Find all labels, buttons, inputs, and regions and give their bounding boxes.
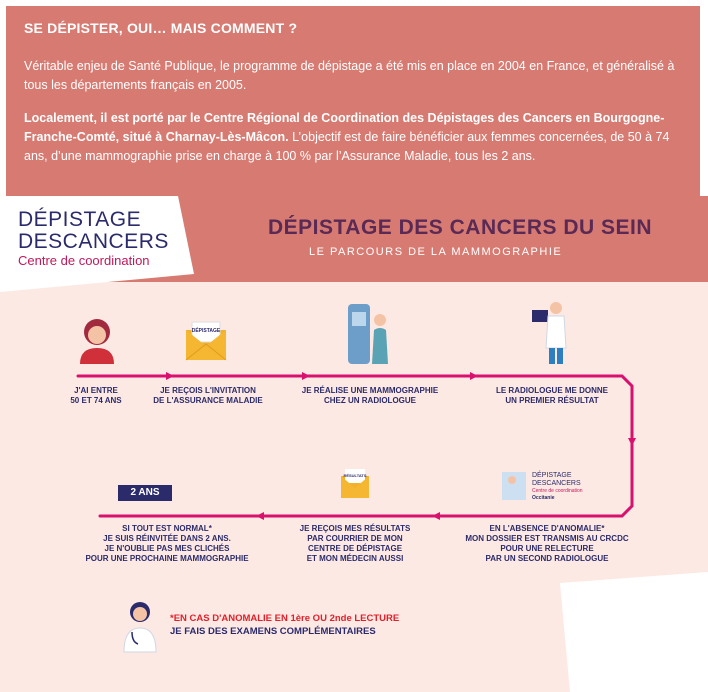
crcdc-line2: DESCANCERS <box>532 480 581 487</box>
step-1-label: J'AI ENTRE 50 ET 74 ANS <box>70 386 122 405</box>
step-7-label: SI TOUT EST NORMAL* JE SUIS RÉINVITÉE DANS 2 ANS. JE N'OUBLIE PAS MES CLICHÉS POUR UNE PROCHAINE MAMMOGRAPHIE <box>85 524 249 563</box>
arrow-1 <box>166 372 174 380</box>
crcdc-line4: Occitanie <box>532 495 555 501</box>
infographic-title: DÉPISTAGE DES CANCERS DU SEIN <box>268 216 652 239</box>
arrow-2 <box>302 372 310 380</box>
logo-line2: DESCANCERS <box>18 230 169 253</box>
intro-panel <box>6 6 700 196</box>
envelope-icon <box>184 320 228 362</box>
two-years-tag: 2 ANS <box>118 485 172 501</box>
arrow-5 <box>432 512 440 520</box>
infographic-subtitle: LE PARCOURS DE LA MAMMOGRAPHIE <box>309 246 563 258</box>
logo-line1: DÉPISTAGE <box>18 208 142 231</box>
envelope-label: DÉPISTAGE <box>191 328 221 334</box>
intro-paragraph-1: Véritable enjeu de Santé Publique, le programme de dépistage a été mis en place en 2004 en France, et généralisé à tous les départements français en 2005. <box>24 59 675 92</box>
step-3-label: JE RÉALISE UNE MAMMOGRAPHIE CHEZ UN RADIOLOGUE <box>301 386 439 405</box>
corner-shape <box>560 572 708 692</box>
arrow-6 <box>256 512 264 520</box>
step-5-label: EN L'ABSENCE D'ANOMALIE* MON DOSSIER EST TRANSMIS AU CRCDC POUR UNE RELECTURE PAR UN SECOND RADIOLOGUE <box>465 524 629 563</box>
step-2-label: JE REÇOIS L'INVITATION DE L'ASSURANCE MALADIE <box>153 386 263 405</box>
doctor-icon <box>118 600 162 652</box>
radiologist-icon <box>530 300 570 366</box>
crcdc-line1: DÉPISTAGE <box>532 472 572 479</box>
anomaly-note-red: *EN CAS D'ANOMALIE EN 1ère OU 2nde LECTURE <box>170 613 400 624</box>
intro-paragraph-2-bold: Localement, il est porté par le Centre Régional de Coordination des Dépistages des Cancers en Bourgogne-Franche-Comté, situé à Charnay-Lès-Mâcon. <box>24 111 665 144</box>
mammography-machine-icon <box>344 300 392 366</box>
woman-icon <box>74 318 120 364</box>
intro-paragraph-2 <box>24 109 682 166</box>
logo <box>0 196 210 282</box>
arrow-4 <box>628 438 636 446</box>
results-envelope-label: RÉSULTATS <box>343 473 367 478</box>
results-envelope-icon <box>340 468 370 500</box>
anomaly-note-blue: JE FAIS DES EXAMENS COMPLÉMENTAIRES <box>170 626 376 637</box>
intro-paragraph-2-rest: L’objectif est de faire bénéficier aux femmes concernées, de 50 à 74 ans, d’une mammographie prise en charge à 100 % par l’Assurance Maladie, tous les 2 ans. <box>24 130 670 163</box>
step-6-label: JE REÇOIS MES RÉSULTATS PAR COURRIER DE MON CENTRE DE DÉPISTAGE ET MON MÉDECIN AUSSI <box>299 524 411 563</box>
intro-title: SE DÉPISTER, OUI… MAIS COMMENT ? <box>24 20 298 36</box>
crcdc-logo-icon <box>502 468 602 504</box>
logo-line3: Centre de coordination <box>18 253 150 268</box>
infographic <box>0 196 708 692</box>
arrow-3 <box>470 372 478 380</box>
crcdc-line3: Centre de coordination <box>532 488 583 494</box>
step-4-label: LE RADIOLOGUE ME DONNE UN PREMIER RÉSULTAT <box>495 386 608 405</box>
